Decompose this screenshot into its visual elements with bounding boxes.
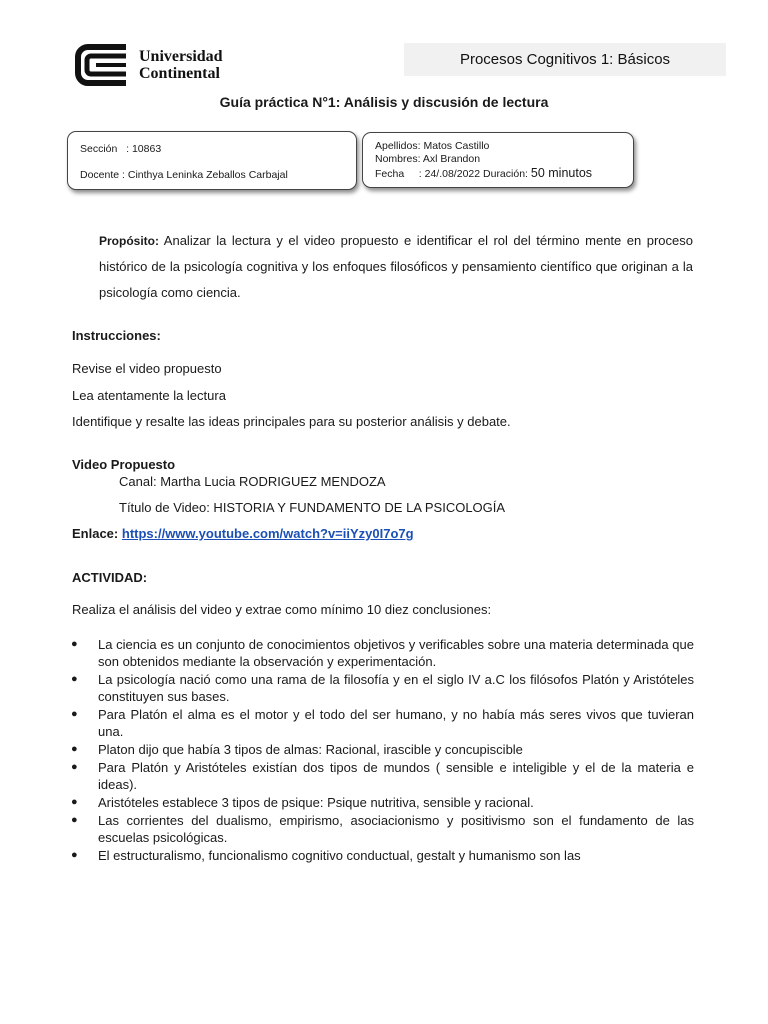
list-item: [71, 812, 694, 846]
university-name: [139, 48, 223, 82]
date-value: : 24/.08/2022: [418, 168, 481, 180]
list-item: [71, 706, 694, 740]
video-link[interactable]: https://www.youtube.com/watch?v=iiYzy0I7o7g: [121, 526, 414, 541]
course-title: Procesos Cognitivos 1: Básicos: [404, 43, 726, 76]
video-channel: Canal: Martha Lucia RODRIGUEZ MENDOZA: [119, 474, 386, 489]
bullet-icon: ●: [71, 796, 78, 808]
purpose-label: Propósito:: [99, 234, 159, 248]
list-item: [71, 794, 694, 811]
conclusion-text: Para Platón y Aristóteles existían dos tipos de mundos ( sensible e inteligible y el de la materia e ideas).: [98, 760, 694, 792]
student-name: Nombres: Axl Brandon: [375, 153, 481, 165]
conclusion-text: Para Platón el alma es el motor y el todo del ser humano, y no había más seres vivos que tuvieran una.: [98, 707, 694, 739]
university-name-line1: Universidad: [139, 48, 223, 65]
conclusion-text: Platon dijo que había 3 tipos de almas: Racional, irascible y concupiscible: [98, 742, 523, 757]
conclusion-text: El estructuralismo, funcionalismo cognitivo conductual, gestalt y humanismo son las: [98, 848, 581, 863]
list-item: [71, 636, 694, 670]
bullet-icon: ●: [71, 814, 78, 826]
activity-intro: Realiza el análisis del video y extrae como mínimo 10 diez conclusiones:: [72, 602, 492, 617]
duration-value: 50 minutos: [530, 166, 593, 180]
conclusion-text: Aristóteles establece 3 tipos de psique: Psique nutritiva, sensible y racional.: [98, 795, 534, 810]
student-surname: Apellidos: Matos Castillo: [375, 140, 490, 152]
list-item: [71, 759, 694, 793]
conclusions-list: [71, 636, 694, 865]
section-label: Sección: [80, 143, 118, 155]
teacher-value: : Cinthya Leninka Zeballos Carbajal: [122, 169, 288, 181]
duration-label: Duración:: [483, 168, 528, 180]
activity-heading: ACTIVIDAD:: [72, 570, 148, 585]
student-info-box: [362, 132, 634, 188]
bullet-icon: ●: [71, 638, 78, 650]
video-heading: Video Propuesto: [72, 457, 176, 472]
bullet-icon: ●: [71, 849, 78, 861]
video-link-row: [72, 526, 414, 541]
date-label: Fecha: [375, 168, 405, 180]
university-name-line2: Continental: [139, 65, 220, 82]
instructions-heading: Instrucciones:: [72, 328, 161, 343]
section-value: : 10863: [126, 143, 162, 155]
bullet-icon: ●: [71, 673, 78, 685]
teacher-label: Docente: [80, 169, 120, 181]
bullet-icon: ●: [71, 743, 78, 755]
list-item: [71, 671, 694, 705]
conclusion-text: Las corrientes del dualismo, empirismo, asociacionismo y positivismo son el fundamento de las escuelas psicológicas.: [98, 813, 694, 845]
university-logo-icon: [74, 43, 130, 87]
list-item: [71, 847, 694, 864]
video-title: Título de Video: HISTORIA Y FUNDAMENTO DE LA PSICOLOGÍA: [119, 500, 506, 515]
instruction-item: Identifique y resalte las ideas principales para su posterior análisis y debate.: [72, 414, 511, 429]
guide-title: Guía práctica N°1: Análisis y discusión de lectura: [219, 94, 549, 110]
conclusion-text: La ciencia es un conjunto de conocimientos objetivos y verificables sobre una materia determinada que son obtenidos mediante la observación y experimentación.: [98, 637, 694, 669]
bullet-icon: ●: [71, 708, 78, 720]
instruction-item: Revise el video propuesto: [72, 361, 222, 376]
purpose-text: Analizar la lectura y el video propuesto e identificar el rol del término mente en proceso histórico de la psicología cognitiva y los enfoques filosóficos y pensamiento científico que originan a la psicología como ciencia.: [99, 233, 693, 300]
bullet-icon: ●: [71, 761, 78, 773]
video-link-label: Enlace:: [72, 526, 119, 541]
list-item: [71, 741, 694, 758]
section-info-box: [67, 131, 357, 190]
purpose-paragraph: [99, 228, 693, 306]
instruction-item: Lea atentamente la lectura: [72, 388, 226, 403]
conclusion-text: La psicología nació como una rama de la filosofía y en el siglo IV a.C los filósofos Platón y Aristóteles constituyen sus bases.: [98, 672, 694, 704]
